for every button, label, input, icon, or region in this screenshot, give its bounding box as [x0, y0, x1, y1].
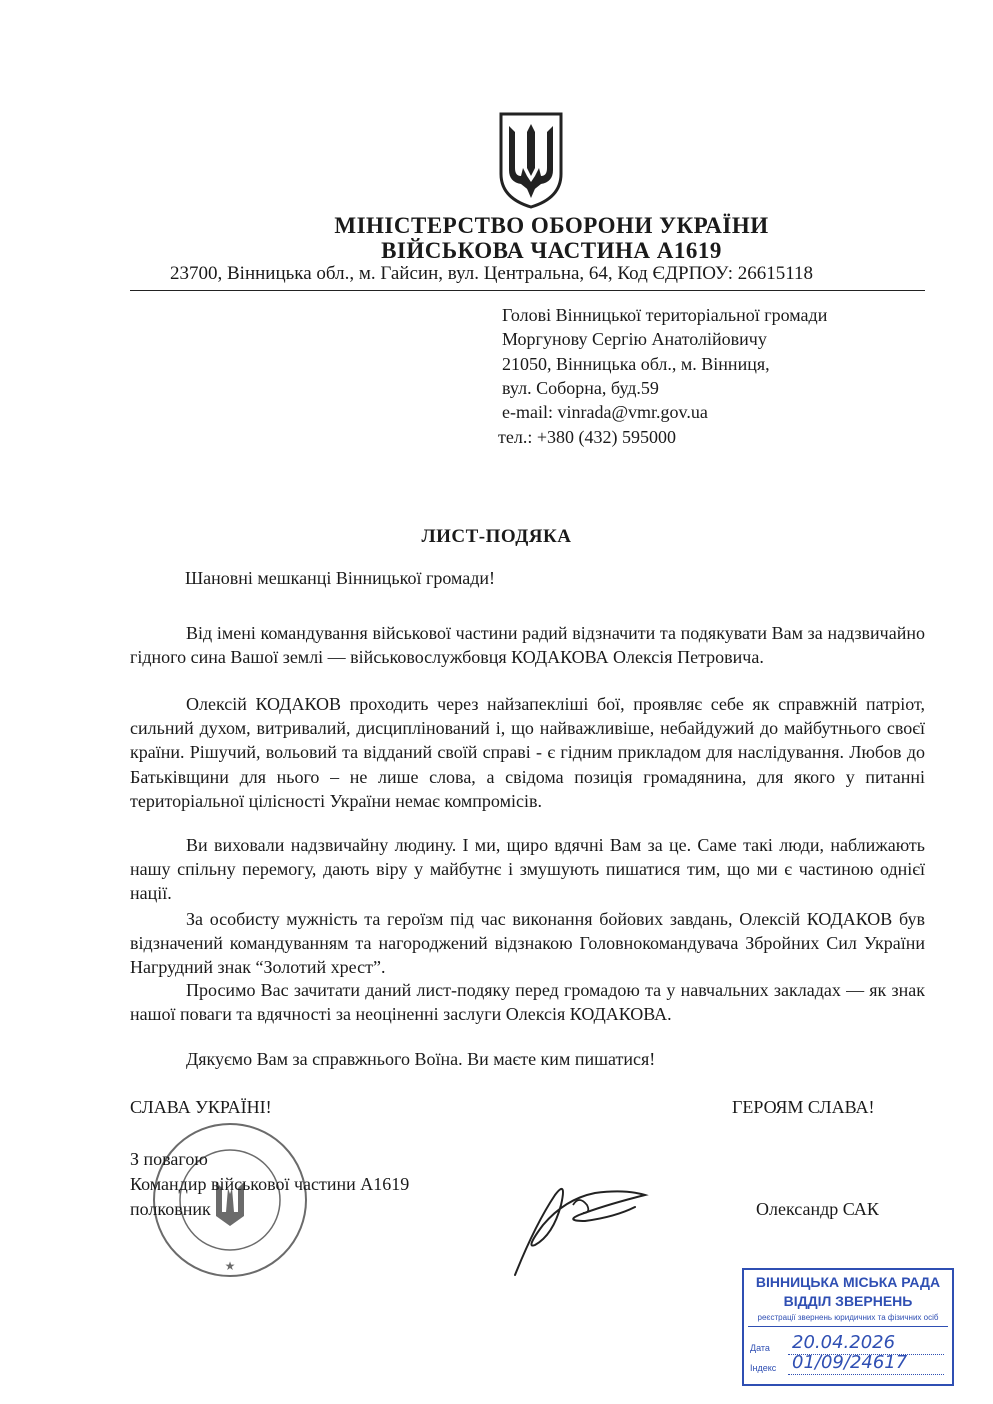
stamp-index-label: Індекс [750, 1363, 777, 1373]
body-paragraph: Дякуємо Вам за справжнього Воїна. Ви маєте ким пишатися! [186, 1049, 656, 1069]
stamp-org: ВІННИЦЬКА МІСЬКА РАДА [755, 1274, 941, 1290]
stamp-date-value: 20.04.2026 [792, 1332, 896, 1353]
recipient-line: Голові Вінницької територіальної громади [502, 305, 828, 325]
closing-heroyam-slava: ГЕРОЯМ СЛАВА! [732, 1097, 875, 1117]
stamp-date-label: Дата [750, 1343, 770, 1353]
body-paragraph: Олексій КОДАКОВ проходить через найзапекліші бої, проявляє себе як справжній патріот, сильний духом, витривалий, дисциплінований і, що найважливіше, небайдужий до майбутнього своєї країни. Рішучий, вольовий та відданий своїй справі - є гідним прикладом для наслідування. Любов до Батьківщини для нього – не лише слова, а свідома позиція громадянина, для якого у питанні територіальної цілісності України немає компромісів. [130, 694, 925, 811]
letter-title: ЛИСТ-ПОДЯКА [421, 526, 572, 547]
recipient-line: вул. Соборна, буд.59 [502, 378, 659, 398]
trident-emblem-icon [497, 110, 565, 210]
body-paragraph: Ви виховали надзвичайну людину. І ми, щиро вдячні Вам за це. Саме такі люди, наближають нашу спільну перемогу, дають віру у майбутнє і змушують пишатися тим, що ми є частиною однієї нації. [130, 835, 925, 904]
signatory-name: Олександр САК [756, 1199, 879, 1219]
stamp-divider [748, 1326, 948, 1327]
registration-stamp [742, 1268, 954, 1386]
sender-address: 23700, Вінницька обл., м. Гайсин, вул. Центральна, 64, Код ЄДРПОУ: 26615118 [170, 263, 814, 284]
unit-heading: ВІЙСЬКОВА ЧАСТИНА А1619 [381, 238, 722, 263]
ministry-heading: МІНІСТЕРСТВО ОБОРОНИ УКРАЇНИ [334, 213, 769, 238]
stamp-index-value: 01/09/24617 [792, 1352, 908, 1373]
recipient-line: Моргунову Сергію Анатолійовичу [502, 329, 767, 349]
closing-slava-ukraini: СЛАВА УКРАЇНІ! [130, 1097, 272, 1117]
stamp-subtitle: реєстрації звернень юридичних та фізичних осіб [757, 1313, 939, 1322]
recipient-phone: тел.: +380 (432) 595000 [498, 427, 676, 447]
handwritten-signature-icon [495, 1165, 675, 1285]
svg-text:★: ★ [224, 1259, 236, 1273]
header-divider [130, 290, 925, 291]
stamp-dept: ВІДДІЛ ЗВЕРНЕНЬ [783, 1293, 913, 1309]
signature-rank: полковник [130, 1199, 211, 1219]
body-paragraph: Від імені командування військової частини радий відзначити та подякувати Вам за надзвичайно гідного сина Вашої землі — військовослужбовця КОДАКОВА Олексія Петровича. [130, 623, 925, 668]
greeting: Шановні мешканці Вінницької громади! [185, 568, 496, 588]
recipient-email: e-mail: vinrada@vmr.gov.ua [502, 402, 708, 422]
signature-position: Командир військової частини А1619 [130, 1174, 410, 1194]
stamp-index-line [788, 1374, 944, 1375]
body-paragraph: За особисту мужність та героїзм під час виконання бойових завдань, Олексій КОДАКОВ був відзначений командуванням та нагороджений відзнакою Головнокомандувача Збройних Сил України Нагрудний знак “Золотий хрест”. [130, 909, 925, 978]
recipient-line: 21050, Вінницька обл., м. Вінниця, [502, 354, 770, 374]
signature-greeting: З повагою [130, 1149, 208, 1169]
body-paragraph: Просимо Вас зачитати даний лист-подяку перед громадою та у навчальних закладах — як знак нашої поваги та вдячності за неоціненні заслуги Олексія КОДАКОВА. [130, 980, 925, 1025]
